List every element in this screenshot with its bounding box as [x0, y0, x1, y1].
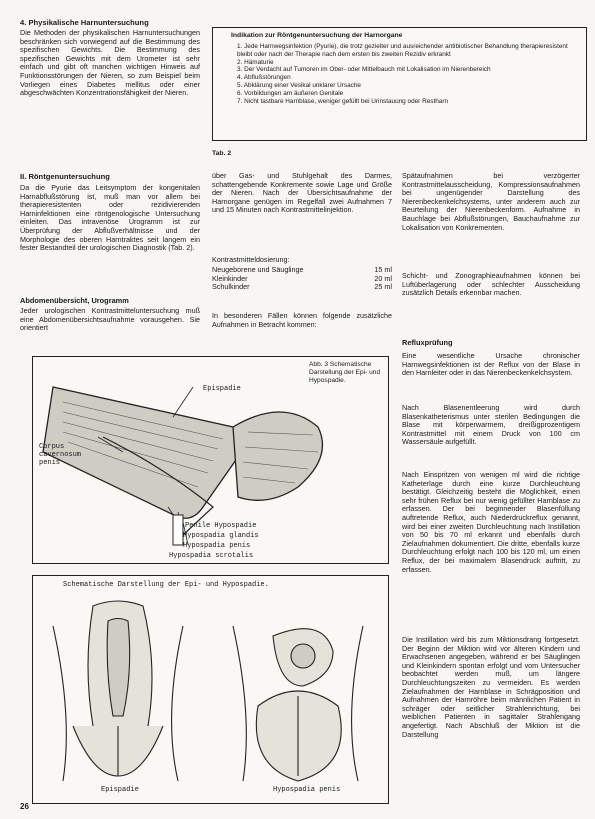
- dosage-group: Neugeborene und Säuglinge: [212, 265, 304, 274]
- table-title: Indikation zur Röntgenuntersuchung der Harnorgane: [231, 32, 403, 39]
- urogram-subheading: Abdomenübersicht, Urogramm: [20, 296, 129, 305]
- table-item: 7. Nicht tastbare Harnblase, weniger gefüllt bei Urinstauung oder Restharn: [237, 97, 449, 105]
- figure-1: [32, 356, 389, 564]
- col2-text1: über Gas- und Stuhlgehalt des Darmes, schattengebende Konkremente sowie Lage und Größe der Nieren. Nach der Übersichtsaufnahme der Harnorgane genügen im Regelfall zwei Aufnahmen 7 und 15 Minuten nach Kontrastmittelinjektion.: [212, 171, 392, 215]
- table-item: 6. Vorbildungen am äußeren Genitale: [237, 89, 344, 97]
- dosage-title: Kontrastmitteldosierung:: [212, 255, 290, 264]
- col3-text2: Schicht- und Zonographieaufnahmen können bei Luftüberlagerung oder schlechter Ausscheidung zusätzlich Details erkennbar machen.: [402, 271, 580, 298]
- reflux-text4: Die Instillation wird bis zum Miktionsdrang fortgesetzt. Der Beginn der Miktion wird vor älteren Kindern und Erwachsenen angegeben, während er bei Säuglingen und Kleinkindern spontan erfolgt und vom Untersucher beobachtet werden muß, um längere Durchleuchtungszeiten zu vermeiden. Es werden Zielaufnahmen der Harnblase in Schrägposition und Aufnahmen der Harnröhre beim männlichen Patient in schräger oder seitlicher Strahlenrichtung, bei weiblichen Patienten in sagittaler Strahlengang angefertigt. Nach Abschluß der Miktion ist die Darstellung: [402, 635, 580, 739]
- section2-heading: II. Röntgenuntersuchung: [20, 172, 110, 181]
- reflux-text3: Nach Einspritzen von wenigen ml wird die richtige Katheterlage durch eine kurze Durchleuchtung bestätigt. Gleichzeitig besteht die Möglichkeit, einen sehr frühen Reflux bei nur wenig gefüllter Harnblase zu erfassen. Der bei beginnender Blasenfüllung auftretende Reflux, auch Niederdruckreflux genannt, wird bei einer zweiten Durchleuchtung nach Instillation von 50 bis 70 ml erkannt und ebenfalls durch Zielaufnahmen dokumentiert. Die dritte, ebenfalls kurze Durchleuchtung erfolgt nach 100 bis 120 ml, um einen Reflux, der bei maximalem Blasendruck auftritt, zu erfassen.: [402, 470, 580, 574]
- figure-2: [32, 575, 389, 804]
- dosage-group: Schulkinder: [212, 282, 250, 292]
- figure-2-title: Schematische Darstellung der Epi- und Hypospadie.: [63, 581, 269, 589]
- figure-1-caption: Abb. 3 Schematische Darstellung der Epi- und Hypospadie.: [309, 361, 381, 384]
- dosage-row: [212, 283, 392, 292]
- label-penis: Hypospadia penis: [183, 542, 251, 550]
- section2-text: Da die Pyurie das Leitsymptom der kongenitalen Harnabflußstörung ist, muß man vor allem bei therapieresistenten oder rezidivierenden Harninfektionen eine röntgenologische Untersuchung einleiten. Das intravenöse Urogramm ist zur Überprüfung der Abflußverhältnisse und der Morphologie des oberen Harntraktes seit langem ein fester Bestandteil der urologischen Diagnostik (Tab. 2).: [20, 183, 200, 253]
- col2-text2: In besonderen Fällen können folgende zusätzliche Aufnahmen in Betracht kommen:: [212, 311, 392, 329]
- reflux-heading: Refluxprüfung: [402, 338, 453, 347]
- table-label: Tab. 2: [212, 150, 232, 157]
- reflux-text2: Nach Blasenentleerung wird durch Blasenkatheterismus unter sterilen Bedingungen die Blase mit körperwarmem, dreißigprozentigem Kontrastmittel mit einem Druck von 100 cm Wassersäule aufgefüllt.: [402, 403, 580, 447]
- dosage-amount: 25 ml: [374, 282, 392, 292]
- indication-table: [212, 27, 587, 141]
- table-item: 5. Abklärung einer Vesikal unklarer Ursache: [237, 81, 361, 89]
- urogram-text: Jeder urologischen Kontrastmitteluntersuchung muß eine Abdomenübersichtsaufnahme vorausgehen. Sie orientiert: [20, 306, 200, 333]
- table-item: 4. Abflußstörungen: [237, 74, 291, 82]
- reflux-text1: Eine wesentliche Ursache chronischer Harnwegsinfektionen ist der Reflux von der Blase in den Harnleiter oder in das Nierenbeckenkelchsystem.: [402, 351, 580, 378]
- table-item: 1. Jede Harnwegsinfektion (Pyurie), die trotz gezielter und ausreichender antibiotischer Behandlung therapieresistent bleibt oder nach der Therapie nach dem ersten bis zweiten Rezidiv erkrankt: [237, 43, 568, 58]
- label-scrotal: Hypospadia scrotalis: [169, 552, 254, 560]
- page-number: 26: [20, 802, 29, 811]
- dosage-list: [212, 266, 392, 292]
- label-penile: Penile Hypospadie: [185, 522, 257, 530]
- dosage-group: Kleinkinder: [212, 273, 248, 283]
- section4-text: Die Methoden der physikalischen Harnuntersuchungen beschränken sich vorwiegend auf die Bestimmung des spezifischen Gewichts. Die Bestimmung des spezifischen Gewichts mit dem Urometer ist sehr einfach und gibt oft manchen wichtigen Hinweis auf Funktionsstörungen der Nieren, so zum Beispiel beim Vorliegen eines Diabetes mellitus oder einer abgeschwächten Konzentrationsfähigkeit der Nieren.: [20, 28, 200, 98]
- label-glans: Hypospadia glandis: [183, 532, 259, 540]
- dosage-amount: 20 ml: [374, 273, 392, 283]
- label-left-epispadie: Epispadie: [101, 786, 139, 794]
- label-corpus: Corpus cavernosum penis: [39, 443, 82, 467]
- table-items: [237, 43, 579, 105]
- dosage-amount: 15 ml: [374, 265, 392, 274]
- col3-text1: Spätaufnahmen bei verzögerter Kontrastmittelausscheidung, Kompressionsaufnahmen bei ungenügender Darstellung des Nierenbeckenkelchsystems, unter anderem auch zur Beurteilung der Nierenbeckenform. Aufnahme in Bauchlage bei Abflußstörungen, Bauchaufnahme zur Lokalisation von Konkrementen.: [402, 171, 580, 232]
- table-item: 2. Hämaturie: [237, 58, 274, 66]
- section4-heading: 4. Physikalische Harnuntersuchung: [20, 18, 149, 27]
- label-epispadie: Epispadie: [203, 385, 241, 393]
- label-right-hypospadia: Hypospadia penis: [273, 786, 341, 794]
- table-item: 3. Der Verdacht auf Tumoren im Ober- oder Mittelbauch mit Lokalisation im Nierenbereich: [237, 66, 491, 74]
- genital-illustrations: [33, 576, 388, 803]
